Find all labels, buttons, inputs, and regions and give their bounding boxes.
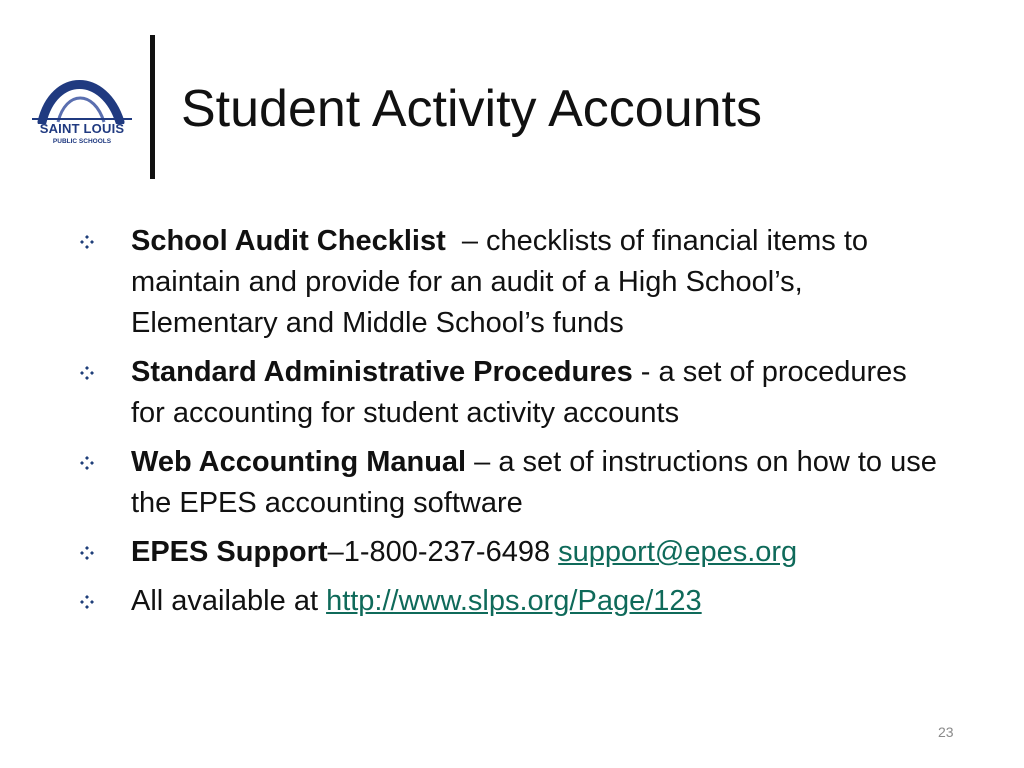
slide-title: Student Activity Accounts	[181, 80, 762, 138]
bullet-term: Standard Administrative Procedures	[131, 356, 633, 388]
bullet-text: All available at	[131, 585, 327, 617]
support-phone: –1-800-237-6498	[327, 536, 559, 568]
bullet-term: Web Accounting Manual	[131, 446, 467, 478]
bullet-term: School Audit Checklist	[131, 225, 446, 257]
bullet-list	[78, 221, 945, 630]
diamond-bullet-icon	[80, 456, 94, 470]
diamond-bullet-icon	[80, 546, 94, 560]
diamond-bullet-icon	[80, 235, 94, 249]
saint-louis-public-schools-logo	[28, 66, 138, 156]
diamond-bullet-icon	[80, 595, 94, 609]
bullet-all-available	[78, 581, 938, 622]
title-divider	[150, 35, 155, 179]
logo-name: SAINT LOUIS	[39, 121, 125, 136]
logo-subtitle: PUBLIC SCHOOLS	[52, 138, 112, 145]
bullet-term: EPES Support	[131, 536, 328, 568]
slide-number: 23	[938, 724, 954, 740]
bullet-text: – a set of instructions on how to use the EPES accounting software	[131, 446, 945, 519]
diamond-bullet-icon	[80, 366, 94, 380]
bullet-epes-support	[78, 532, 938, 573]
support-email-link[interactable]: support@epes.org	[558, 536, 798, 568]
bullet-text: – checklists of financial items to maintain and provide for an audit of a High School’s, Elementary and Middle School’s funds	[131, 225, 877, 339]
arch-logo-icon	[28, 66, 136, 124]
bullet-text: - a set of procedures for accounting for student activity accounts	[131, 356, 915, 429]
slps-page-link[interactable]: http://www.slps.org/Page/123	[326, 585, 702, 617]
bullet-school-audit-checklist	[78, 221, 938, 344]
bullet-web-accounting-manual	[78, 442, 945, 524]
bullet-standard-administrative-procedures	[78, 352, 938, 434]
